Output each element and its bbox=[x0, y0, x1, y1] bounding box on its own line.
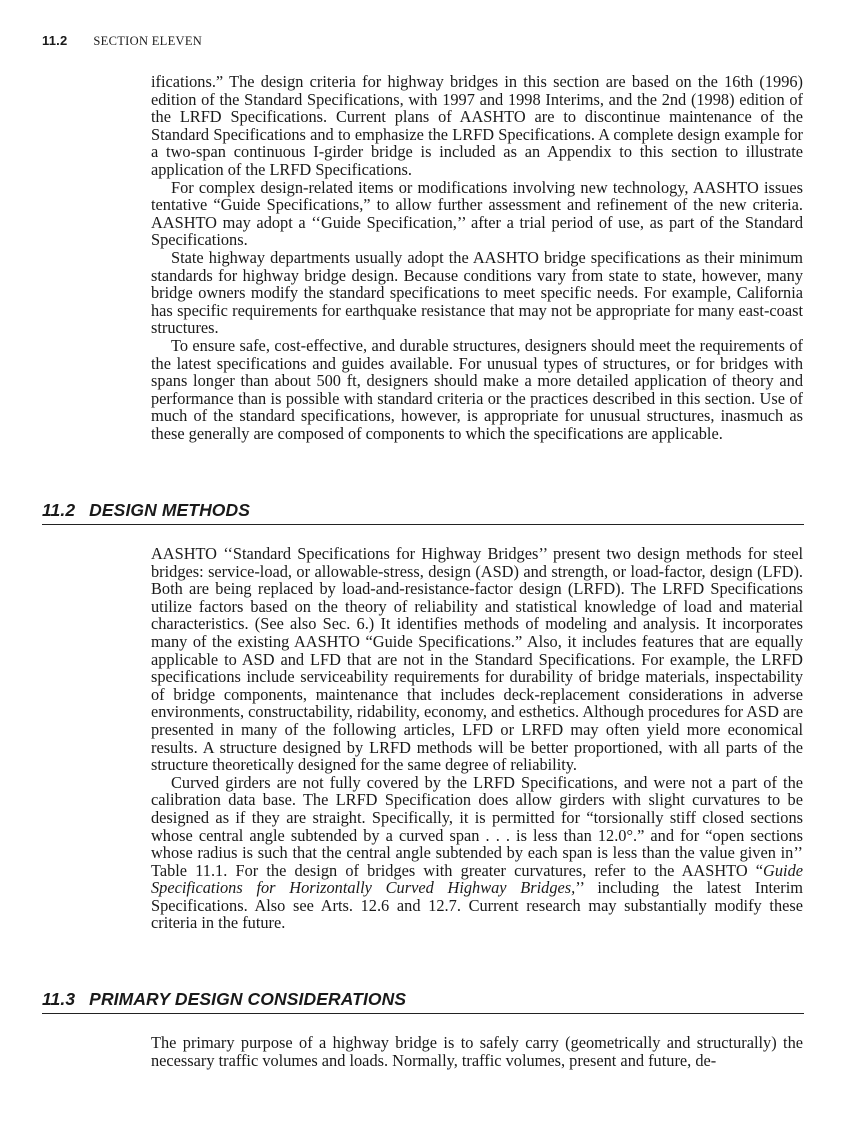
section-heading-text bbox=[42, 500, 804, 520]
primary-considerations-text bbox=[151, 1034, 803, 1069]
design-methods-paragraph-2 bbox=[151, 774, 803, 932]
section-heading-11-2 bbox=[42, 500, 804, 525]
curved-girders-text-end: ’’ including the latest Interim Specifications. Also see Arts. 12.6 and 12.7. Current research may substantially modify these criteria in the future. bbox=[151, 878, 803, 933]
section-number: 11.2 bbox=[42, 500, 76, 520]
section-heading-11-3 bbox=[42, 989, 804, 1014]
intro-text bbox=[151, 73, 803, 442]
running-head bbox=[42, 32, 202, 48]
guide-spec-title: Guide Specifications for Horizontally Curved Highway Bridges, bbox=[151, 860, 803, 898]
intro-paragraph-3: State highway departments usually adopt the AASHTO bridge specifications as their minimum standards for highway bridge design. Because conditions vary from state to state, however, many bridge owners modify the standard specifications to meet specific needs. For example, California has specific requirements for earthquake resistance that may not be appropriate for many east-coast structures. bbox=[151, 247, 803, 338]
section-heading-text bbox=[42, 989, 804, 1009]
intro-paragraph-4: To ensure safe, cost-effective, and durable structures, designers should meet the requirements of the latest specifications and guides available. For unusual types of structures, or for bridges with spans longer than about 500 ft, designers should make a more detailed application of theory and performance than is possible with standard criteria or the practices described in this section. Use of much of the standard specifications, however, is appropriate for unusual structures, inasmuch as these generally are composed of components to which the specifications are applicable. bbox=[151, 335, 803, 443]
running-head-title: SECTION ELEVEN bbox=[93, 34, 203, 48]
section-number: 11.3 bbox=[42, 989, 76, 1009]
design-methods-text bbox=[151, 545, 803, 932]
design-methods-paragraph-1: AASHTO ‘‘Standard Specifications for Highway Bridges’’ present two design methods for steel bridges: service-load, or allowable-stress, design (ASD) and strength, or load-factor, design (LFD). Both are being replaced by load-and-resistance-factor design (LRFD). The LRFD Specifications utilize factors based on the theory of reliability and statistical knowledge of load and material characteristics. (See also Sec. 6.) It identifies methods of modeling and analysis. It incorporates many of the existing AASHTO “Guide Specifications.” Also, it includes features that are equally applicable to ASD and LFD that are not in the Standard Specifications. For example, the LRFD specifications include serviceability requirements for durability of bridge materials, inspectability of bridge components, maintenance that includes deck-replacement considerations in adverse environments, constructability, ridability, economy, and esthetics. Although procedures for ASD are presented in many of the following articles, LFD or LRFD may often yield more economical results. A structure designed by LRFD methods will be better proportioned, with all parts of the structure theoretically designed for the same degree of reliability. bbox=[151, 544, 803, 775]
intro-paragraph-1: ifications.” The design criteria for highway bridges in this section are based on the 16th (1996) edition of the Standard Specifications, with 1997 and 1998 Interims, and the 2nd (1998) edition of the LRFD Specifications. Current plans of AASHTO are to discontinue maintenance of the Standard Specifications and to emphasize the LRFD Specifications. A complete design example for a two-span continuous I-girder bridge is included as an Appendix to this section to illustrate application of the LRFD Specifications. bbox=[151, 72, 803, 179]
section-title: PRIMARY DESIGN CONSIDERATIONS bbox=[89, 989, 407, 1009]
curved-girders-text: Curved girders are not fully covered by the LRFD Specifications, and were not a part of the calibration data base. The LRFD Specification does allow girders with slight curvatures to be designed as if they are straight. Specifically, it is permitted for “torsionally stiff closed sections whose central angle subtended by a curved span . . . is less than 12.0°.” and for “open sections whose radius is such that the central angle subtended by each span is less than the value given in’’ Table 11.1. For the design of bridges with greater curvatures, refer to the AASHTO “ bbox=[151, 772, 803, 880]
intro-paragraph-2: For complex design-related items or modifications involving new technology, AASHTO issues tentative “Guide Specifications,” to allow further assessment and refinement of the new criteria. AASHTO may adopt a ‘‘Guide Specification,’’ after a trial period of use, as part of the Standard Specifications. bbox=[151, 177, 803, 250]
primary-considerations-paragraph-1: The primary purpose of a highway bridge is to safely carry (geometrically and structurally) the necessary traffic volumes and loads. Normally, traffic volumes, present and future, de- bbox=[151, 1033, 803, 1070]
section-title: DESIGN METHODS bbox=[89, 500, 251, 520]
page-number: 11.2 bbox=[42, 33, 68, 48]
